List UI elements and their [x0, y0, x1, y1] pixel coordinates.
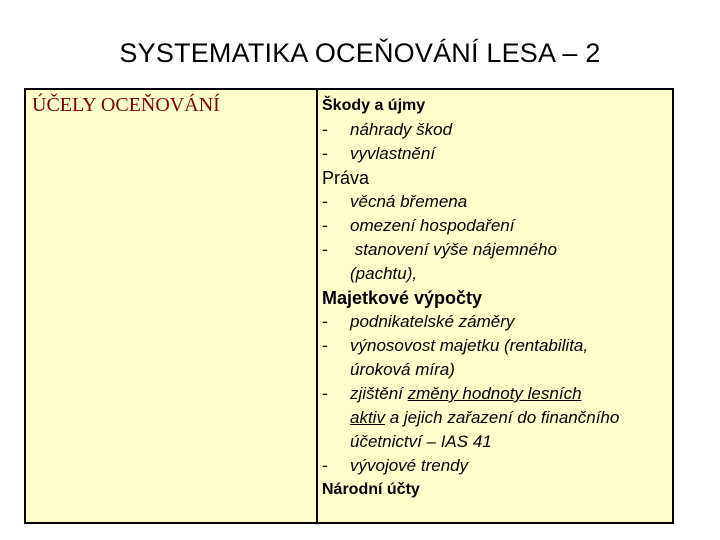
item-text: vyvlastnění [350, 144, 436, 163]
list-item [322, 334, 672, 382]
dash: - [322, 336, 328, 355]
dash: - [322, 312, 328, 331]
dash: - [322, 240, 328, 259]
page-title: SYSTEMATIKA OCEŇOVÁNÍ LESA – 2 [119, 38, 601, 68]
item-text: omezení hospodaření [350, 216, 515, 235]
item-text: stanovení výše nájemného [350, 240, 557, 259]
list-item [322, 238, 672, 286]
section-heading-majetkove: Majetkové výpočty [322, 288, 483, 308]
list-item [322, 214, 672, 238]
list-item [322, 310, 672, 334]
item-text: vývojové trendy [350, 456, 469, 475]
item-text: zjištění [350, 384, 408, 403]
section-heading-prava: Práva [322, 168, 370, 188]
item-text-cont: úroková míra) [350, 360, 455, 379]
section-heading-skody: Škody a újmy [322, 97, 426, 114]
list-item [322, 142, 672, 166]
dash: - [322, 192, 328, 211]
underlined-text: aktiv [350, 408, 385, 427]
list-item [322, 190, 672, 214]
left-heading: ÚČELY OCEŇOVÁNÍ [32, 94, 220, 116]
dash: - [322, 216, 328, 235]
purposes-table [24, 88, 674, 524]
right-cell [322, 94, 672, 502]
item-text: podnikatelské záměry [350, 312, 515, 331]
dash: - [322, 456, 328, 475]
item-text-cont: (pachtu), [350, 264, 418, 283]
dash: - [322, 144, 328, 163]
item-text: věcná břemena [350, 192, 468, 211]
dash: - [322, 120, 328, 139]
list-item [322, 118, 672, 142]
list-item [322, 382, 672, 454]
section-heading-narodni: Národní účty [322, 481, 420, 498]
item-text: náhrady škod [350, 120, 453, 139]
item-text-cont: účetnictví – IAS 41 [350, 432, 492, 451]
underlined-text: změny hodnoty lesních [407, 384, 582, 403]
list-item [322, 454, 672, 478]
item-text: a jejich zařazení do finančního [384, 408, 620, 427]
dash: - [322, 384, 328, 403]
column-divider [316, 90, 318, 522]
item-text: výnosovost majetku (rentabilita, [350, 336, 589, 355]
